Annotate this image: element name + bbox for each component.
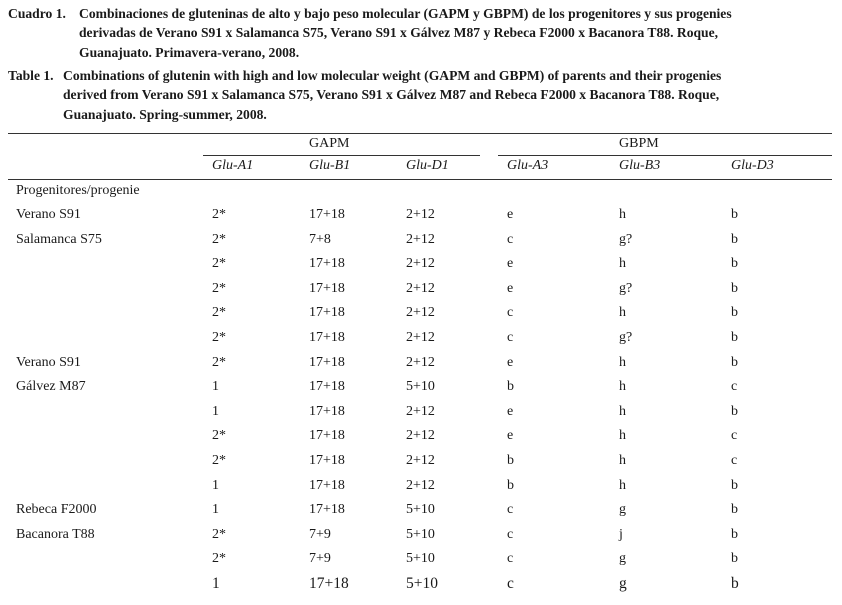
- table-cell-glu-a3: c: [507, 551, 514, 566]
- table-cell-glu-b3: h: [619, 207, 626, 222]
- table-cell-glu-a3: c: [507, 232, 514, 247]
- table-cell-glu-a1: 1: [212, 502, 219, 517]
- table-cell-glu-d1: 2+12: [406, 330, 435, 345]
- table-cell-glu-a3: e: [507, 428, 514, 443]
- table-cell-glu-b1: 17+18: [309, 453, 345, 468]
- table-cell-glu-d3: b: [731, 305, 738, 320]
- table-cell-glu-d3: b: [731, 330, 738, 345]
- caption-english-label: Table 1.: [8, 68, 54, 83]
- table-cell-glu-d1: 2+12: [406, 256, 435, 271]
- caption-spanish-line-3: Guanajuato. Primavera-verano, 2008.: [79, 44, 300, 60]
- table-cell-glu-d1: 2+12: [406, 305, 435, 320]
- table-cell-glu-a3: b: [507, 379, 514, 394]
- column-header-glu-b1: Glu-B1: [309, 158, 351, 173]
- row-label: Verano S91: [16, 355, 81, 370]
- table-cell-glu-d3: b: [731, 256, 738, 271]
- table-cell-glu-a3: b: [507, 478, 514, 493]
- gbpm-group-rule: [498, 155, 832, 156]
- table-cell-glu-b3: g: [619, 575, 627, 592]
- table-cell-glu-b1: 17+18: [309, 379, 345, 394]
- table-cell-glu-a3: c: [507, 330, 514, 345]
- table-cell-glu-b1: 17+18: [309, 478, 345, 493]
- table-cell-glu-b1: 17+18: [309, 305, 345, 320]
- table-cell-glu-d1: 5+10: [406, 551, 435, 566]
- table-cell-glu-b1: 17+18: [309, 404, 345, 419]
- table-cell-glu-a1: 2*: [212, 453, 226, 468]
- table-cell-glu-d1: 5+10: [406, 379, 435, 394]
- group-header-gbpm: GBPM: [619, 136, 659, 151]
- table-cell-glu-a3: e: [507, 355, 514, 370]
- table-cell-glu-a1: 2*: [212, 305, 226, 320]
- table-cell-glu-b3: g?: [619, 330, 633, 345]
- table-cell-glu-a1: 2*: [212, 527, 226, 542]
- table-cell-glu-a3: e: [507, 207, 514, 222]
- table-cell-glu-d3: b: [731, 527, 738, 542]
- table-cell-glu-b1: 17+18: [309, 330, 345, 345]
- table-cell-glu-d3: b: [731, 281, 738, 296]
- table-cell-glu-b1: 17+18: [309, 281, 345, 296]
- table-cell-glu-d1: 2+12: [406, 478, 435, 493]
- table-cell-glu-a3: e: [507, 281, 514, 296]
- table-cell-glu-a3: e: [507, 404, 514, 419]
- table-cell-glu-a1: 1: [212, 575, 220, 592]
- table-cell-glu-b3: g: [619, 502, 626, 517]
- caption-spanish: [8, 4, 834, 62]
- table-cell-glu-a1: 2*: [212, 330, 226, 345]
- table-cell-glu-b1: 17+18: [309, 428, 345, 443]
- table-cell-glu-b3: g?: [619, 232, 633, 247]
- caption-english: [8, 66, 834, 124]
- table-cell-glu-a3: b: [507, 453, 514, 468]
- header-bottom-rule: [8, 179, 832, 180]
- table-cell-glu-d1: 2+12: [406, 404, 435, 419]
- table-cell-glu-a1: 1: [212, 478, 219, 493]
- row-label: Rebeca F2000: [16, 502, 97, 517]
- table-cell-glu-a3: c: [507, 527, 514, 542]
- table-cell-glu-d3: b: [731, 551, 738, 566]
- group-header-gapm: GAPM: [309, 136, 350, 151]
- caption-english-line-1: Combinations of glutenin with high and low molecular weight (GAPM and GBPM) of parents and their progenies: [63, 68, 722, 83]
- table-cell-glu-d1: 2+12: [406, 355, 435, 370]
- table-cell-glu-b3: g: [619, 551, 626, 566]
- column-header-glu-d3: Glu-D3: [731, 158, 774, 173]
- table-cell-glu-d1: 2+12: [406, 453, 435, 468]
- table-cell-glu-d1: 5+10: [406, 575, 438, 592]
- table-cell-glu-b3: h: [619, 453, 626, 468]
- table-top-rule: [8, 133, 832, 134]
- caption-english-line-2: derived from Verano S91 x Salamanca S75, Verano S91 x Gálvez M87 and Rebeca F2000 x Bacanora T88. Roque,: [63, 87, 720, 103]
- table-cell-glu-d1: 2+12: [406, 232, 435, 247]
- table-cell-glu-b3: g?: [619, 281, 633, 296]
- table-cell-glu-b1: 17+18: [309, 575, 349, 592]
- row-label: Verano S91: [16, 207, 81, 222]
- table-cell-glu-a1: 2*: [212, 551, 226, 566]
- table-cell-glu-d1: 5+10: [406, 527, 435, 542]
- table-cell-glu-b1: 17+18: [309, 502, 345, 517]
- table-cell-glu-a1: 1: [212, 404, 219, 419]
- table-cell-glu-d3: c: [731, 379, 738, 394]
- table-cell-glu-a1: 2*: [212, 232, 226, 247]
- table-cell-glu-d3: b: [731, 404, 738, 419]
- table-cell-glu-a1: 2*: [212, 256, 226, 271]
- table-cell-glu-d3: b: [731, 207, 738, 222]
- table-cell-glu-b3: h: [619, 478, 626, 493]
- caption-spanish-line-2: derivadas de Verano S91 x Salamanca S75, Verano S91 x Gálvez M87 y Rebeca F2000 x Bacanora T88. Roque,: [79, 25, 719, 41]
- gapm-group-rule: [203, 155, 480, 156]
- table-cell-glu-b3: h: [619, 428, 626, 443]
- table-cell-glu-b3: h: [619, 256, 626, 271]
- table-cell-glu-b3: h: [619, 379, 626, 394]
- table-cell-glu-b1: 7+9: [309, 527, 331, 542]
- caption-english-line-3: Guanajuato. Spring-summer, 2008.: [63, 106, 267, 122]
- column-header-glu-a1: Glu-A1: [212, 158, 254, 173]
- table-cell-glu-d1: 5+10: [406, 502, 435, 517]
- table-cell-glu-d3: c: [731, 453, 738, 468]
- table-cell-glu-a1: 2*: [212, 207, 226, 222]
- row-label: Salamanca S75: [16, 232, 102, 247]
- caption-spanish-line-1: Combinaciones de gluteninas de alto y bajo peso molecular (GAPM y GBPM) de los progenitores y sus progenies: [79, 6, 732, 21]
- column-header-glu-a3: Glu-A3: [507, 158, 549, 173]
- table-cell-glu-b1: 7+8: [309, 232, 331, 247]
- table-cell-glu-d3: b: [731, 478, 738, 493]
- table-cell-glu-a3: c: [507, 305, 514, 320]
- caption-spanish-label: Cuadro 1.: [8, 6, 66, 21]
- row-label: Gálvez M87: [16, 379, 86, 394]
- table-cell-glu-d3: b: [731, 232, 738, 247]
- table-cell-glu-b1: 17+18: [309, 207, 345, 222]
- table-cell-glu-d1: 2+12: [406, 428, 435, 443]
- table-cell-glu-d1: 2+12: [406, 281, 435, 296]
- table-cell-glu-d3: b: [731, 502, 738, 517]
- table-cell-glu-b3: h: [619, 404, 626, 419]
- table-cell-glu-b3: h: [619, 355, 626, 370]
- table-cell-glu-d3: c: [731, 428, 738, 443]
- table-cell-glu-a3: c: [507, 502, 514, 517]
- table-cell-glu-b3: j: [619, 527, 623, 542]
- table-cell-glu-a1: 1: [212, 379, 219, 394]
- table-cell-glu-b1: 7+9: [309, 551, 331, 566]
- table-cell-glu-b1: 17+18: [309, 355, 345, 370]
- column-header-glu-b3: Glu-B3: [619, 158, 661, 173]
- table-cell-glu-a3: e: [507, 256, 514, 271]
- table-cell-glu-b1: 17+18: [309, 256, 345, 271]
- table-cell-glu-a1: 2*: [212, 428, 226, 443]
- table-cell-glu-a1: 2*: [212, 355, 226, 370]
- row-label: Bacanora T88: [16, 527, 95, 542]
- column-header-glu-d1: Glu-D1: [406, 158, 449, 173]
- table-cell-glu-d1: 2+12: [406, 207, 435, 222]
- section-label: Progenitores/progenie: [16, 183, 140, 198]
- table-cell-glu-d3: b: [731, 355, 738, 370]
- table-cell-glu-d3: b: [731, 575, 739, 592]
- table-cell-glu-a1: 2*: [212, 281, 226, 296]
- table-cell-glu-b3: h: [619, 305, 626, 320]
- table-cell-glu-a3: c: [507, 575, 514, 592]
